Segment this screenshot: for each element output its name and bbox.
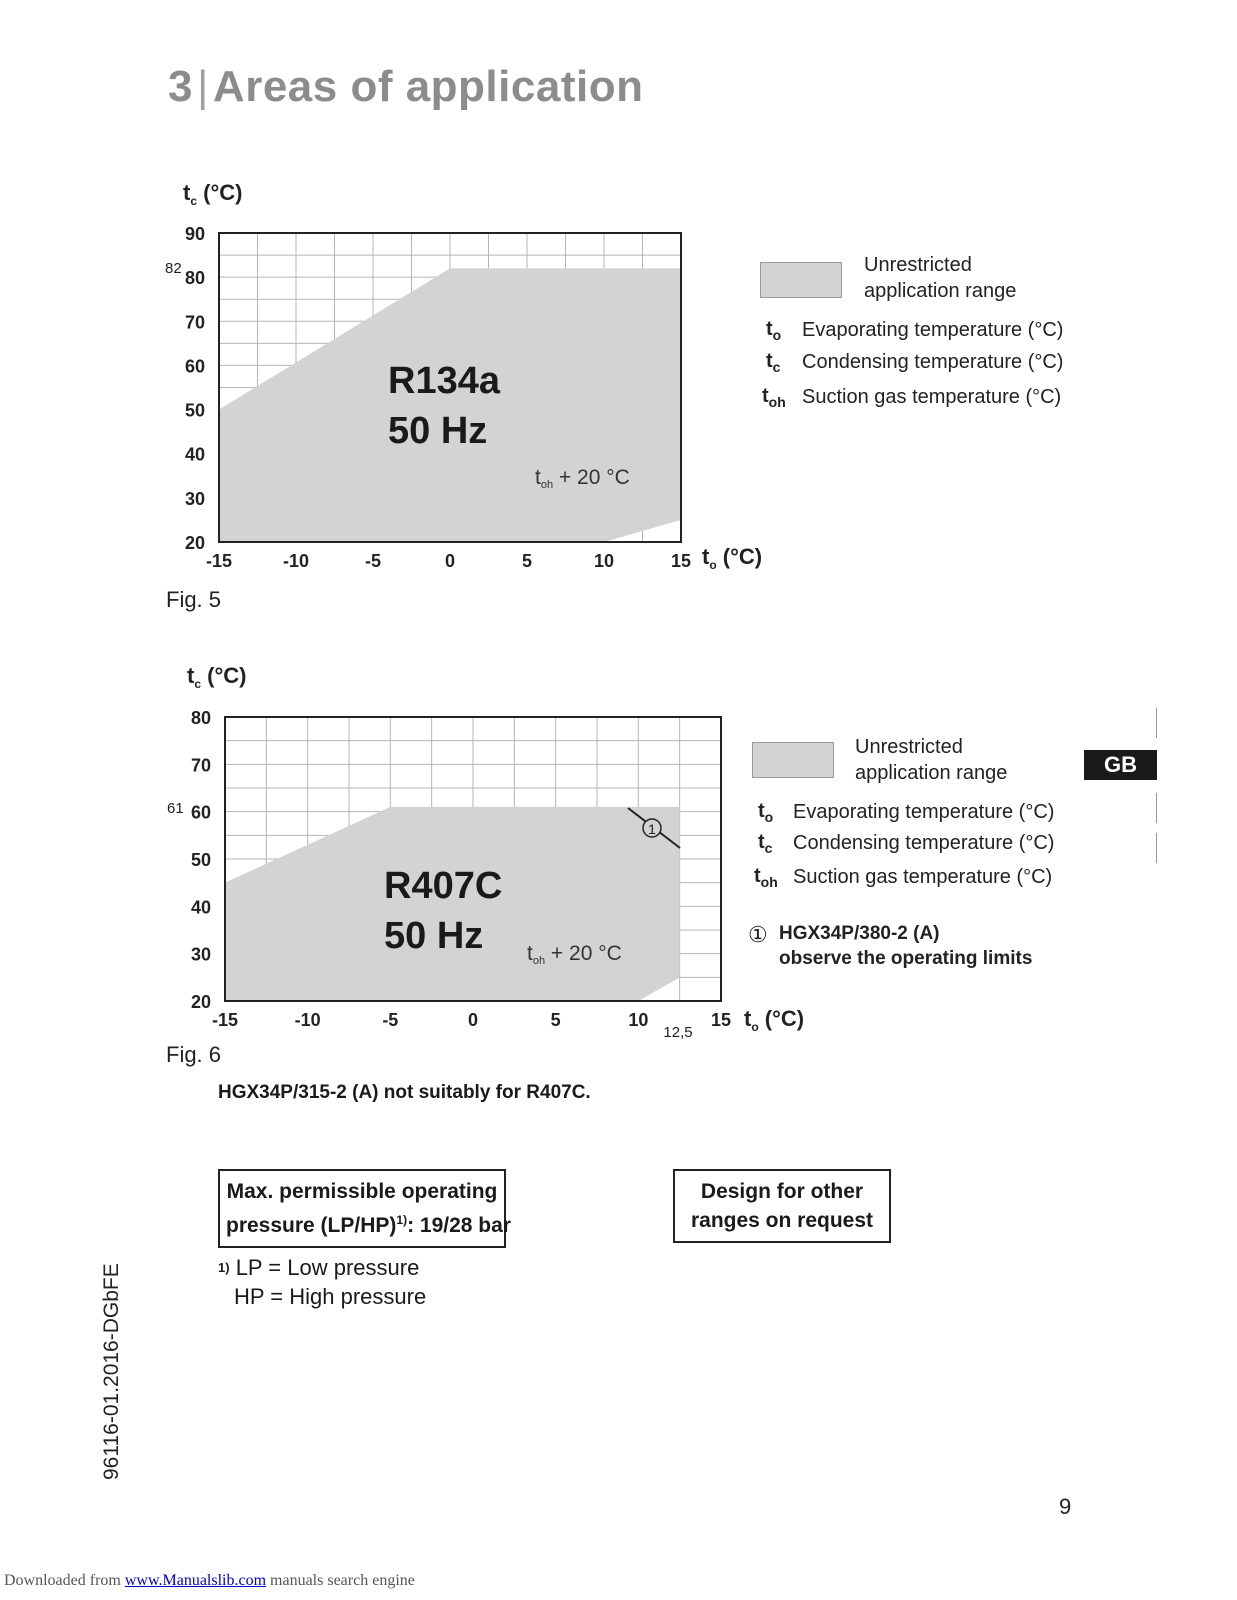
chart2-refrigerant: R407C bbox=[384, 865, 503, 907]
chart2-frequency: 50 Hz bbox=[384, 915, 484, 957]
c1-y-tick-label: 90 bbox=[184, 224, 205, 244]
side-line-mid bbox=[1156, 793, 1157, 823]
chart1-application-range bbox=[219, 268, 681, 542]
section-number: 3 bbox=[168, 62, 193, 111]
legend-range-line2: application range bbox=[855, 762, 1008, 784]
chart1-y-ticks bbox=[185, 224, 205, 553]
chart2-y-ticks bbox=[191, 708, 211, 1012]
legend-swatch bbox=[752, 742, 834, 778]
legend-toh-text: Suction gas temperature (°C) bbox=[802, 386, 1062, 408]
c1-x-tick-label: 15 bbox=[670, 551, 692, 571]
pressure-box-line1: Max. permissible operating bbox=[226, 1180, 498, 1203]
c1-x-tick-label: 0 bbox=[444, 551, 456, 571]
legend-swatch bbox=[760, 262, 842, 298]
side-line-top bbox=[1156, 708, 1157, 738]
c2-x-tick-label: -10 bbox=[294, 1010, 321, 1030]
pressure-box-line2: pressure $(LP/HP)^{1)}$: 19/28 bar bbox=[226, 1213, 511, 1237]
note1-line2: observe the operating limits bbox=[779, 948, 1033, 969]
chart1-refrigerant: R134a bbox=[388, 360, 500, 402]
chart2-marker-label: 61 bbox=[167, 800, 184, 817]
c2-x-tick-label: 10 bbox=[628, 1010, 649, 1030]
c1-y-tick-label: 20 bbox=[184, 533, 205, 553]
unsuitable-note: HGX34P/315-2 (A) not suitably for R407C. bbox=[218, 1082, 591, 1103]
c1-y-tick-label: 80 bbox=[184, 268, 205, 289]
footer-prefix: Downloaded from bbox=[4, 1572, 125, 1589]
legend-tc-symbol: $t_c$ bbox=[758, 831, 773, 856]
note1-line1: HGX34P/380-2 (A) bbox=[779, 923, 940, 944]
chart2-suction-note: toh + 20 °C bbox=[527, 942, 622, 967]
c2-y-tick-label: 50 bbox=[190, 850, 211, 870]
legend-toh-symbol: $t_{oh}$ bbox=[754, 865, 778, 890]
c2-x-tick-label: -5 bbox=[382, 1010, 399, 1030]
c2-y-tick-label: 80 bbox=[190, 708, 211, 728]
c1-x-tick-label: -5 bbox=[364, 551, 382, 571]
pressure-box bbox=[218, 1169, 511, 1248]
legend-to-text: Evaporating temperature (°C) bbox=[802, 319, 1064, 341]
document-code: 96116-01.2016-DGbFE bbox=[100, 1263, 123, 1480]
c1-y-tick-label: 50 bbox=[184, 400, 205, 421]
chart1-x-label: $t_o$ (°C) bbox=[702, 544, 763, 572]
chart1-marker-label: 82 bbox=[165, 260, 182, 277]
chart2-y-label: $t_c$ (°C) bbox=[187, 663, 247, 691]
chart2-x-ticks bbox=[212, 1010, 731, 1030]
c2-x-tick-label: 15 bbox=[710, 1010, 732, 1030]
fig5-caption: Fig. 5 bbox=[166, 587, 222, 612]
c2-x-tick-label: 5 bbox=[550, 1010, 561, 1030]
c1-x-tick-label: -15 bbox=[205, 551, 233, 571]
page-number: 9 bbox=[1059, 1494, 1072, 1519]
chart1-frequency: 50 Hz bbox=[388, 410, 488, 452]
chart2-callout-number: 1 bbox=[648, 821, 656, 837]
footnote-line1: LP = Low pressure bbox=[235, 1255, 420, 1280]
design-box-line1: Design for other bbox=[700, 1180, 864, 1203]
design-box-line2: ranges on request bbox=[690, 1209, 874, 1232]
note1-marker: ① bbox=[748, 922, 768, 947]
c1-y-tick-label: 60 bbox=[184, 356, 205, 377]
c2-x-tick-label: 0 bbox=[467, 1010, 479, 1030]
legend-tc-symbol: $t_c$ bbox=[766, 350, 781, 375]
chart-r134a bbox=[150, 170, 770, 590]
c2-x-tick-label: -15 bbox=[211, 1010, 239, 1030]
footnote bbox=[218, 1253, 426, 1311]
c2-y-tick-label: 20 bbox=[190, 992, 211, 1012]
chart2-extra-x-label: 12,5 bbox=[663, 1024, 693, 1041]
section-title: Areas of application bbox=[212, 62, 644, 111]
c2-y-tick-label: 70 bbox=[190, 755, 211, 776]
download-footer bbox=[4, 1572, 415, 1590]
chart1-suction-note: toh + 20 °C bbox=[535, 466, 630, 491]
c2-y-tick-label: 60 bbox=[190, 802, 211, 823]
language-tab-gb[interactable]: GB bbox=[1084, 750, 1157, 780]
legend-toh-text: Suction gas temperature (°C) bbox=[793, 866, 1053, 888]
c1-y-tick-label: 70 bbox=[184, 312, 205, 333]
chart-r407c bbox=[150, 650, 810, 1050]
legend-tc-text: Condensing temperature (°C) bbox=[793, 832, 1055, 854]
page-title bbox=[168, 62, 643, 112]
legend-toh-symbol: $t_{oh}$ bbox=[762, 385, 786, 410]
c2-y-tick-label: 30 bbox=[190, 944, 211, 965]
legend-to-symbol: $t_o$ bbox=[758, 800, 774, 825]
chart2-x-label: $t_o$ (°C) bbox=[744, 1006, 805, 1034]
c1-x-tick-label: -10 bbox=[282, 551, 310, 571]
c1-y-tick-label: 30 bbox=[184, 488, 205, 509]
chart1-y-label: $t_c$ (°C) bbox=[183, 180, 243, 208]
legend-range-line1: Unrestricted bbox=[855, 736, 963, 758]
c1-x-tick-label: 5 bbox=[521, 551, 533, 571]
legend-to-symbol: $t_o$ bbox=[766, 318, 782, 343]
footer-suffix: manuals search engine bbox=[266, 1572, 415, 1589]
chart1-x-ticks bbox=[206, 551, 691, 571]
footnote-marker: 1) bbox=[218, 1260, 230, 1275]
side-line-bottom bbox=[1156, 833, 1157, 863]
footnote-line2: HP = High pressure bbox=[234, 1284, 427, 1309]
title-separator: | bbox=[196, 62, 209, 111]
legend-range-line1: Unrestricted bbox=[864, 254, 972, 276]
legend-tc-text: Condensing temperature (°C) bbox=[802, 351, 1064, 373]
c1-y-tick-label: 40 bbox=[184, 444, 205, 465]
footer-link[interactable]: www.Manualslib.com bbox=[124, 1572, 267, 1589]
legend-to-text: Evaporating temperature (°C) bbox=[793, 801, 1055, 823]
fig6-caption: Fig. 6 bbox=[166, 1042, 222, 1067]
c2-y-tick-label: 40 bbox=[190, 897, 211, 918]
c1-x-tick-label: 10 bbox=[593, 551, 615, 571]
design-box bbox=[673, 1169, 891, 1243]
legend-range-line2: application range bbox=[864, 280, 1017, 302]
